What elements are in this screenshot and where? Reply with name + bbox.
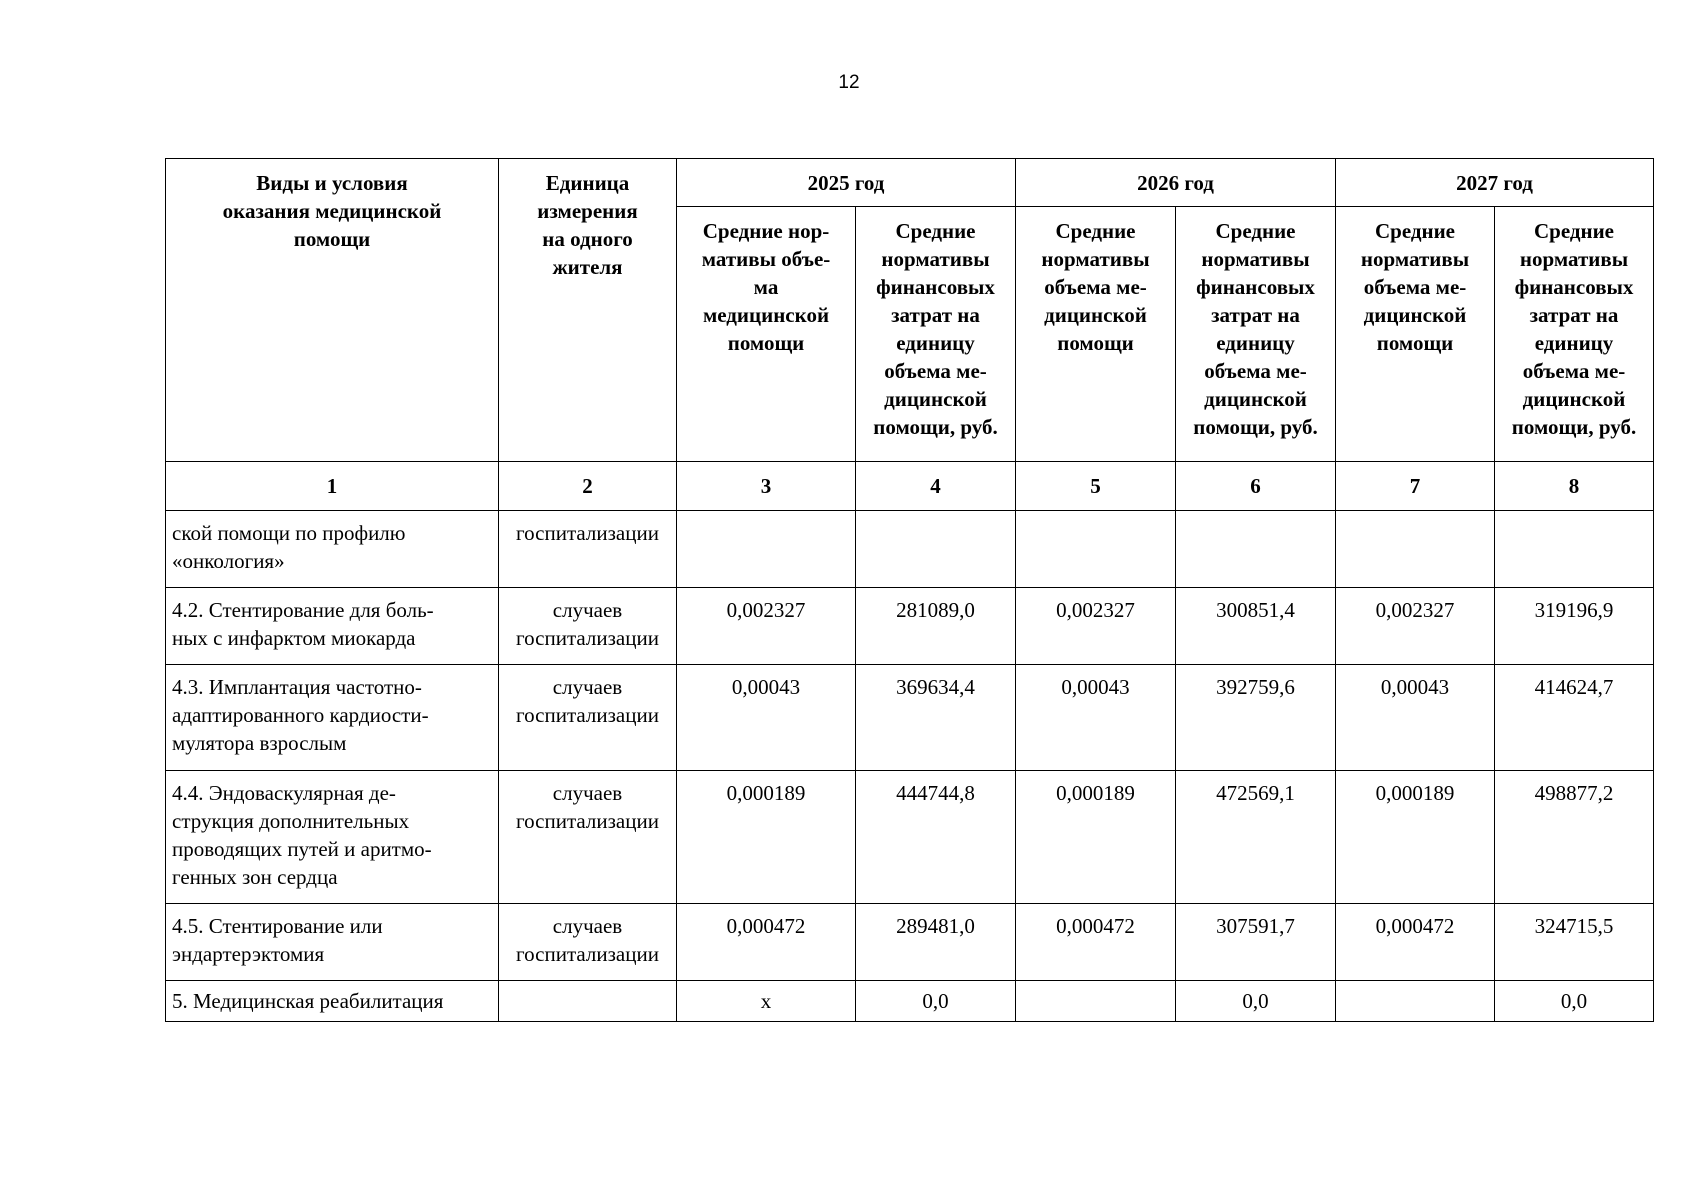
- column-number: 6: [1176, 462, 1336, 511]
- text-line: Средние: [1055, 219, 1136, 244]
- value-2027-cost: [1495, 511, 1654, 588]
- text-line: адаптированного кардиости-: [172, 703, 429, 727]
- text-line: Средние нор-: [702, 219, 830, 244]
- row-unit: [499, 665, 677, 771]
- value-2026-cost: 472569,1: [1176, 771, 1336, 904]
- text-line: затрат на: [1529, 303, 1619, 328]
- column-number: 7: [1336, 462, 1495, 511]
- text-line: объема ме-: [1204, 359, 1307, 384]
- value-2025-volume: 0,002327: [677, 588, 856, 665]
- text-line: дицинской: [1204, 387, 1307, 412]
- value-2025-cost: 444744,8: [856, 771, 1016, 904]
- text-line: единицу: [1534, 331, 1614, 356]
- text-line: «онкология»: [172, 549, 285, 573]
- table-row: [166, 771, 1654, 904]
- text-line: помощи, руб.: [1511, 415, 1637, 440]
- text-line: измерения: [537, 199, 638, 223]
- text-line: 4.5. Стентирование или: [172, 914, 383, 938]
- text-line: медицинской: [702, 303, 830, 328]
- row-care-kind: [166, 981, 499, 1022]
- text-line: нормативы: [881, 247, 990, 272]
- value-2026-volume: 0,002327: [1016, 588, 1176, 665]
- value-2025-cost: 369634,4: [856, 665, 1016, 771]
- text-line: на одного: [542, 227, 633, 251]
- column-number: 1: [166, 462, 499, 511]
- column-number: 8: [1495, 462, 1654, 511]
- text-line: 5. Медицинская реабилитация: [172, 989, 444, 1013]
- value-2026-volume: 0,00043: [1016, 665, 1176, 771]
- column-number: 3: [677, 462, 856, 511]
- text-line: единицу: [896, 331, 975, 356]
- row-unit: [499, 511, 677, 588]
- text-line: единицу: [1216, 331, 1295, 356]
- header-2025-cost: [856, 207, 1016, 462]
- column-numbers-row: [166, 462, 1654, 511]
- text-line: мативы объе-: [701, 247, 831, 272]
- text-line: объема ме-: [1522, 359, 1626, 384]
- text-line: нормативы: [1041, 247, 1150, 272]
- text-line: дицинской: [1522, 387, 1626, 412]
- text-line: 4.3. Имплантация частотно-: [172, 675, 422, 699]
- text-line: помощи: [727, 331, 805, 356]
- text-line: случаев: [552, 781, 623, 805]
- text-line: эндартерэктомия: [172, 942, 325, 966]
- text-line: финансовых: [876, 275, 995, 300]
- row-care-kind: [166, 904, 499, 981]
- text-line: объема ме-: [1044, 275, 1147, 300]
- value-2027-cost: 0,0: [1495, 981, 1654, 1022]
- header-2027-volume: [1336, 207, 1495, 462]
- text-line: ской помощи по профилю: [172, 521, 406, 545]
- text-line: помощи, руб.: [873, 415, 998, 440]
- header-2025-volume: [677, 207, 856, 462]
- value-2027-volume: 0,000189: [1336, 771, 1495, 904]
- text-line: госпитализации: [516, 942, 659, 966]
- value-2026-cost: 307591,7: [1176, 904, 1336, 981]
- text-line: помощи: [1057, 331, 1134, 356]
- value-2027-cost: 414624,7: [1495, 665, 1654, 771]
- text-line: случаев: [552, 598, 623, 622]
- value-2027-volume: [1336, 981, 1495, 1022]
- row-unit: [499, 588, 677, 665]
- value-2025-cost: 0,0: [856, 981, 1016, 1022]
- header-2027-cost: [1495, 207, 1654, 462]
- value-2027-volume: 0,002327: [1336, 588, 1495, 665]
- value-2025-volume: х: [677, 981, 856, 1022]
- text-line: дицинской: [1044, 303, 1147, 328]
- header-unit-text: [499, 169, 676, 281]
- value-2027-volume: [1336, 511, 1495, 588]
- table-row: [166, 511, 1654, 588]
- text-line: госпитализации: [516, 703, 659, 727]
- text-line: 4.2. Стентирование для боль-: [172, 598, 434, 622]
- row-unit: [499, 981, 677, 1022]
- page-number: 12: [838, 72, 860, 93]
- text-line: нормативы: [1201, 247, 1310, 272]
- text-line: струкция дополнительных: [172, 809, 410, 833]
- column-number: 5: [1016, 462, 1176, 511]
- text-line: мулятора взрослым: [172, 731, 347, 755]
- row-unit: [499, 904, 677, 981]
- text-line: дицинской: [1363, 303, 1467, 328]
- row-care-kind: [166, 588, 499, 665]
- value-2025-cost: 289481,0: [856, 904, 1016, 981]
- table-row: [166, 588, 1654, 665]
- value-2025-cost: 281089,0: [856, 588, 1016, 665]
- text-line: Виды и условия: [256, 171, 408, 195]
- text-line: Средние: [1533, 219, 1615, 244]
- text-line: финансовых: [1196, 275, 1315, 300]
- text-line: затрат на: [1211, 303, 1300, 328]
- value-2026-cost: [1176, 511, 1336, 588]
- text-line: проводящих путей и аритмо-: [172, 837, 432, 861]
- value-2026-cost: 392759,6: [1176, 665, 1336, 771]
- value-2025-volume: 0,000189: [677, 771, 856, 904]
- column-number: 2: [499, 462, 677, 511]
- text-line: случаев: [552, 914, 623, 938]
- column-number: 4: [856, 462, 1016, 511]
- text-line: дицинской: [884, 387, 987, 412]
- value-2027-cost: 319196,9: [1495, 588, 1654, 665]
- header-care-kind-text: [166, 169, 498, 253]
- value-2027-cost: 324715,5: [1495, 904, 1654, 981]
- value-2026-cost: 0,0: [1176, 981, 1336, 1022]
- value-2025-volume: [677, 511, 856, 588]
- value-2025-cost: [856, 511, 1016, 588]
- text-line: объема ме-: [1363, 275, 1467, 300]
- value-2026-volume: 0,000472: [1016, 904, 1176, 981]
- row-care-kind: [166, 511, 499, 588]
- text-line: 4.4. Эндоваскулярная де-: [172, 781, 396, 805]
- text-line: объема ме-: [884, 359, 987, 384]
- text-line: нормативы: [1519, 247, 1629, 272]
- table-row: [166, 904, 1654, 981]
- value-2027-volume: 0,00043: [1336, 665, 1495, 771]
- header-2026-volume: [1016, 207, 1176, 462]
- table-row: [166, 981, 1654, 1022]
- header-care-kind: [166, 159, 499, 462]
- header-year-2025: 2025 год: [677, 159, 1016, 207]
- text-line: помощи: [293, 227, 371, 251]
- text-line: госпитализации: [516, 626, 659, 650]
- text-line: Средние: [1374, 219, 1456, 244]
- value-2025-volume: 0,00043: [677, 665, 856, 771]
- row-care-kind: [166, 771, 499, 904]
- text-line: затрат на: [891, 303, 980, 328]
- value-2027-volume: 0,000472: [1336, 904, 1495, 981]
- text-line: оказания медицинской: [222, 199, 442, 223]
- table-row: [166, 665, 1654, 771]
- value-2026-cost: 300851,4: [1176, 588, 1336, 665]
- text-line: госпитализации: [516, 521, 659, 545]
- text-line: ма: [753, 275, 779, 300]
- row-care-kind: [166, 665, 499, 771]
- row-unit: [499, 771, 677, 904]
- header-row-years: [166, 159, 1654, 207]
- text-line: финансовых: [1514, 275, 1634, 300]
- text-line: помощи, руб.: [1193, 415, 1318, 440]
- header-unit: [499, 159, 677, 462]
- value-2026-volume: [1016, 511, 1176, 588]
- text-line: Средние: [1215, 219, 1296, 244]
- text-line: нормативы: [1360, 247, 1470, 272]
- text-line: ных с инфарктом миокарда: [172, 626, 416, 650]
- text-line: Единица: [545, 171, 630, 195]
- text-line: госпитализации: [516, 809, 659, 833]
- value-2026-volume: 0,000189: [1016, 771, 1176, 904]
- header-2026-cost: [1176, 207, 1336, 462]
- text-line: жителя: [552, 255, 623, 279]
- value-2025-volume: 0,000472: [677, 904, 856, 981]
- text-line: случаев: [552, 675, 623, 699]
- value-2026-volume: [1016, 981, 1176, 1022]
- text-line: Средние: [895, 219, 976, 244]
- header-year-2026: 2026 год: [1016, 159, 1336, 207]
- header-year-2027: 2027 год: [1336, 159, 1654, 207]
- medical-care-norms-table: [165, 158, 1654, 1022]
- value-2027-cost: 498877,2: [1495, 771, 1654, 904]
- text-line: помощи: [1376, 331, 1454, 356]
- text-line: генных зон сердца: [172, 865, 338, 889]
